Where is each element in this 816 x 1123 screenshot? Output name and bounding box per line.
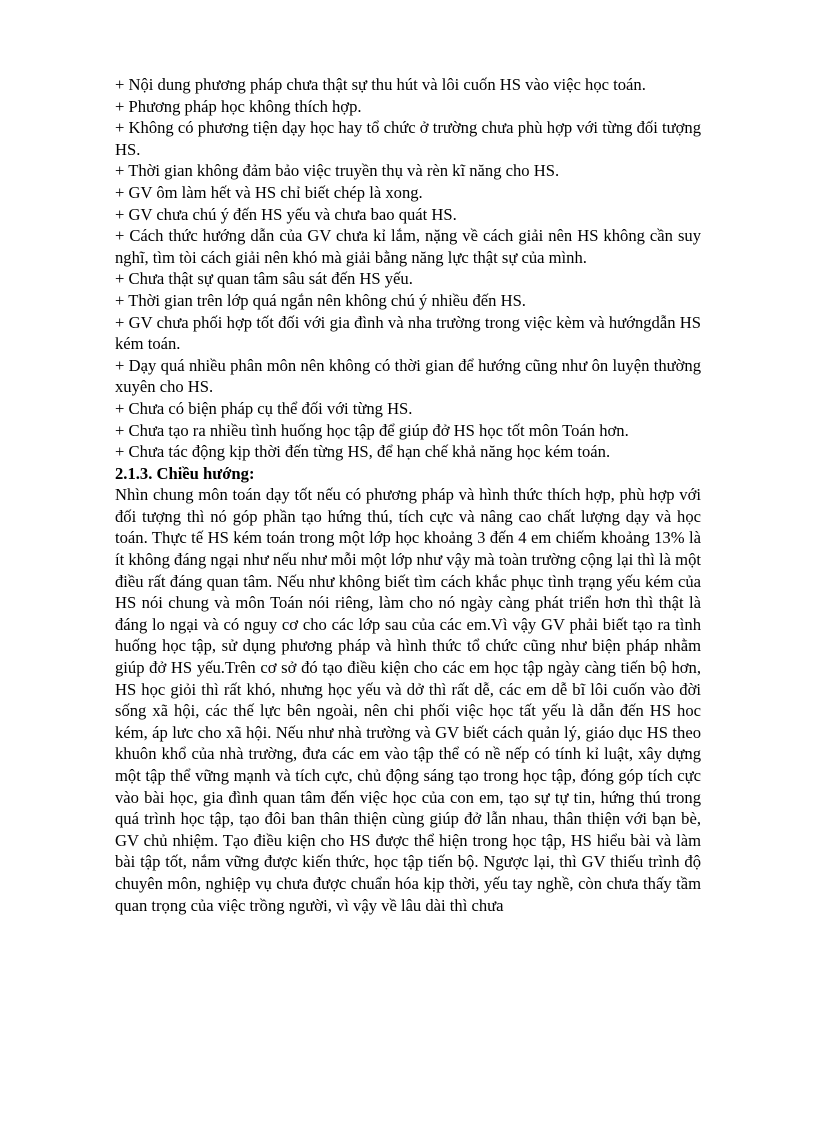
list-item: + Chưa tạo ra nhiều tình huống học tập để giúp đở HS học tốt môn Toán hơn. (115, 420, 629, 440)
document-page (115, 74, 701, 916)
list-item: + Chưa thật sự quan tâm sâu sát đến HS yếu. (115, 269, 413, 289)
list-item: + Không có phương tiện dạy học hay tổ chức ở trường chưa phù hợp với từng đối tượng HS. (115, 118, 701, 159)
list-item: + Phương pháp học không thích hợp. (115, 96, 362, 116)
list-item: + Dạy quá nhiều phân môn nên không có thời gian để hướng cũng như ôn luyện thường xuyên cho HS. (115, 355, 701, 397)
body-paragraph: Nhìn chung môn toán dạy tốt nếu có phương pháp và hình thức thích hợp, phù hợp với đối tượng thì nó góp phần tạo hứng thú, tích cực và nâng cao chất lượng dạy và học toán. Thực tế HS kém toán trong một lớp học khoảng 3 đến 4 em chiếm khoảng 13% là ít không đáng ngại như nếu như mỗi một lớp như vậy mà toàn trường cộng lại thì là một điều rất đáng quan tâm. Nếu như không biết tìm cách khắc phục tình trạng yếu kém của HS nói chung và môn Toán nói riêng, làm cho nó ngày càng phát triển hơn thì thật là đáng lo ngại và có nguy cơ cho các lớp sau của các em.Vì vậy GV phải biết tạo ra tình huống học tập, sử dụng phương pháp và hình thức tổ chức cũng như biện pháp nhằm giúp đở HS yếu.Trên cơ sở đó tạo điều kiện cho các em học tập ngày càng tiến bộ hơn, HS học giỏi thì rất khó, nhưng học yếu và dở thì rất dễ, các em dễ bĩ lôi cuốn vào đời sống xã hội, các thế lực bên ngoài, nên chi phối việc học tất yếu là dẫn đến HS hoc kém, áp lưc cho xã hội. Nếu như nhà trường và GV biết cách quản lý, giáo dục HS theo khuôn khổ của nhà trường, đưa các em vào tập thể có nề nếp có tính kỉ luật, xây dựng một tập thể vững mạnh và tích cực, chủ động sáng tạo trong học tập, đóng góp tích cực vào bài học, gia đình quan tâm đến việc học của con em, tạo sự tự tin, hứng thú trong quá trình học tập, tạo đôi ban thân thiện cùng giúp đở lẫn nhau, thân thiện với bạn bè, GV chủ nhiệm. Tạo điều kiện cho HS được thể hiện trong học tập, HS hiểu bài và làm bài tập tốt, nắm vững được kiến thức, học tập tiến bộ. Ngược lại, thì GV thiếu trình độ chuyên môn, nghiệp vụ chưa được chuẩn hóa kịp thời, yếu tay nghề, còn chưa thấy tầm quan trọng của việc trồng người, vì vậy về lâu dài thì chưa (115, 485, 701, 915)
list-item: + GV chưa phối hợp tốt đối với gia đình và nha trường trong việc kèm và hướngdẫn HS kém toán. (115, 312, 701, 354)
list-item: + Chưa tác động kịp thời đến từng HS, để hạn chế khả năng học kém toán. (115, 442, 611, 462)
list-item: + GV chưa chú ý đến HS yếu và chưa bao quát HS. (115, 204, 457, 224)
list-item: + Thời gian không đảm bảo việc truyền thụ và rèn kĩ năng cho HS. (115, 161, 560, 181)
section-heading: 2.1.3. Chiều hướng: (115, 463, 255, 483)
list-item: + Cách thức hướng dẫn của GV chưa kỉ lắm, nặng về cách giải nên HS không cần suy nghĩ, tìm tòi cách giải nên khó mà giải bằng năng lực thật sự của mình. (115, 226, 701, 267)
list-item: + Chưa có biện pháp cụ thể đối với từng HS. (115, 398, 413, 418)
list-item: + Thời gian trên lớp quá ngắn nên không chú ý nhiều đến HS. (115, 290, 526, 310)
list-item: + Nội dung phương pháp chưa thật sự thu hút và lôi cuốn HS vào việc học toán. (115, 75, 646, 94)
list-item: + GV ôm làm hết và HS chỉ biết chép là xong. (115, 182, 423, 202)
